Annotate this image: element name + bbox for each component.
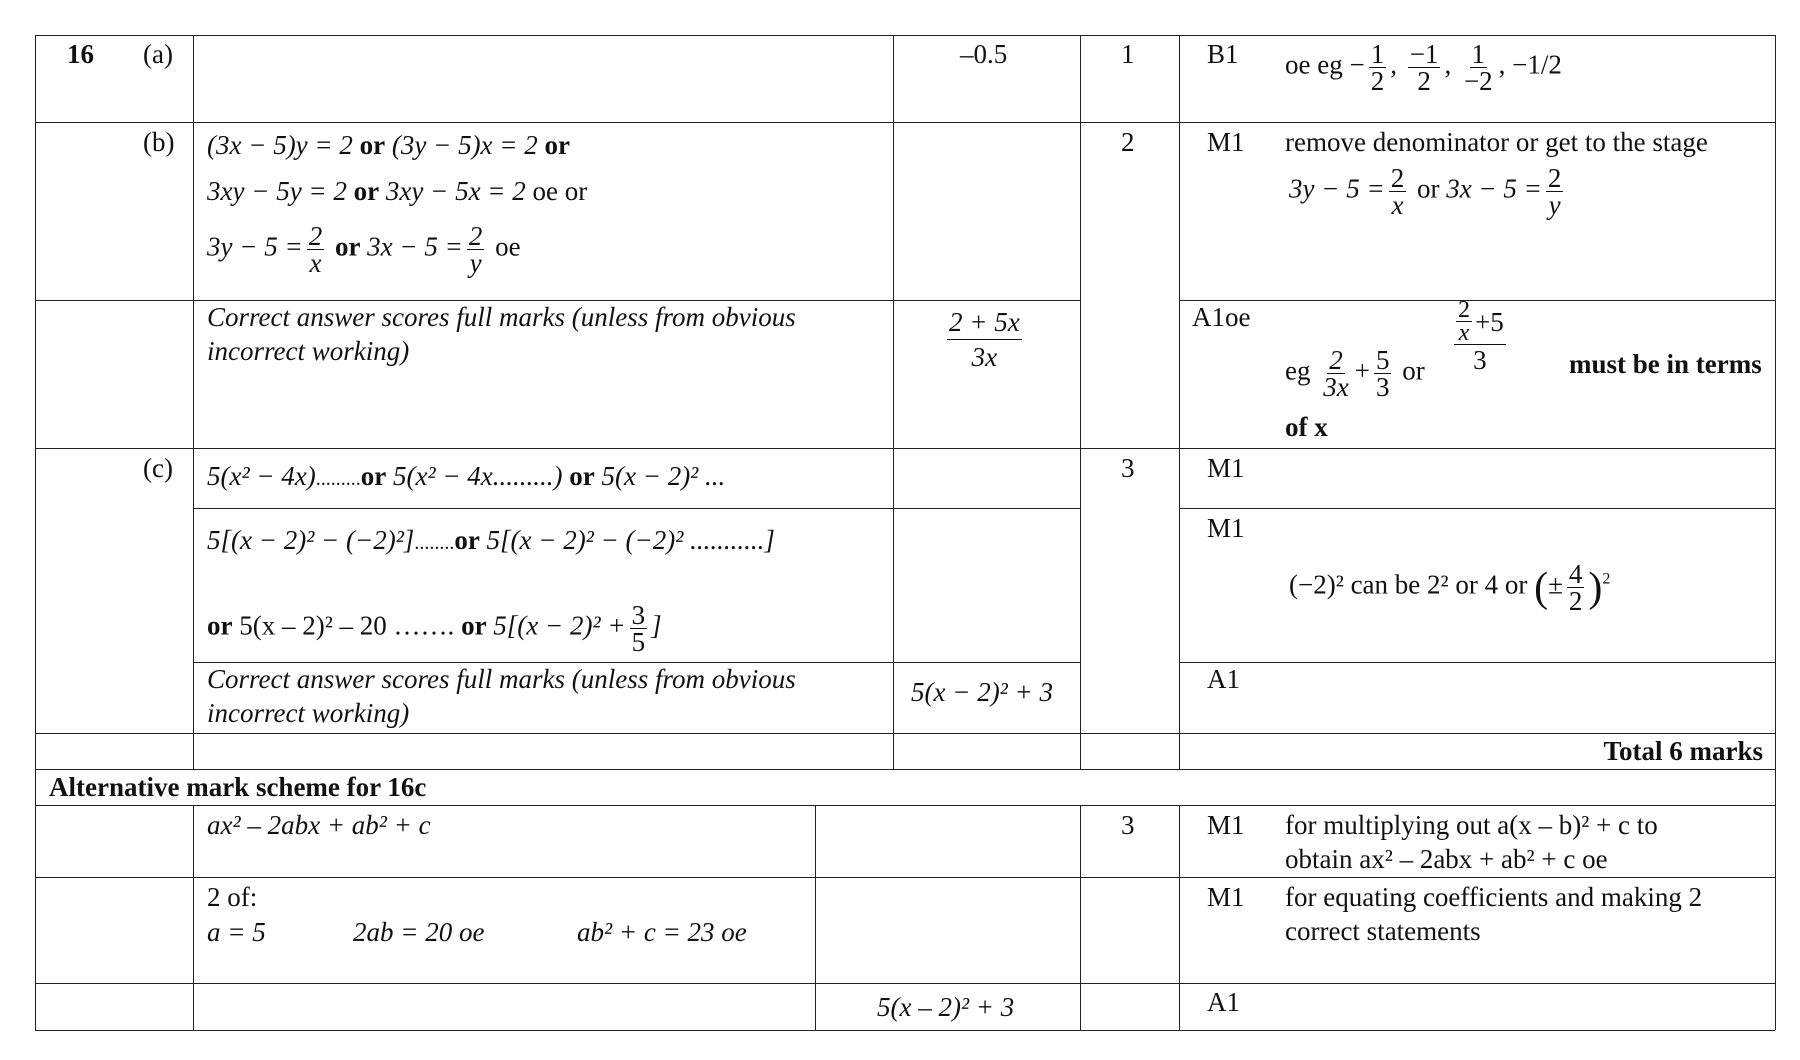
rule-right [1775, 35, 1776, 1030]
part-c-marks: 3 [1121, 453, 1135, 483]
rule-top [35, 35, 1775, 36]
part-c-m2-note: (−2)² can be 2² or 4 or (± $\frac{4}{2}$ )$^2$ [1289, 559, 1611, 616]
rule-col4 [1179, 35, 1180, 769]
alt-r3-answer: 5(x – 2)² + 3 [877, 992, 1015, 1022]
rule-c-m2 [193, 508, 1080, 509]
alt-r1-note-1: for multiplying out a(x – b)² + c to [1285, 810, 1658, 840]
note-fraction-3: $\frac{1}{-2}$ [1463, 39, 1493, 96]
part-b-working-line2: 3xy − 5y = 2 or 3xy − 5x = 2 oe or [207, 176, 588, 206]
rule-bottom [35, 1030, 1775, 1031]
part-b-final-working-2: incorrect working) [207, 336, 410, 366]
part-c-final-working-2: incorrect working) [207, 698, 410, 728]
rule-alt-col4 [1179, 805, 1180, 1030]
part-c-final-working-1: Correct answer scores full marks (unless from obvious [207, 664, 796, 694]
rule-c-m2-right [1179, 508, 1775, 509]
rule-a-b [35, 122, 1775, 123]
rule-col3 [1080, 35, 1081, 769]
part-c-m2-line2: or 5(x – 2)² – 20 ……. or 5[(x − 2)² + $\frac{3}{5}$ ] [207, 600, 662, 657]
part-b-working-line3: 3y − 5 = $\frac{2}{x}$ or 3x − 5 = $\frac{2}{y}$ oe [207, 221, 521, 278]
rule-alt-col1 [193, 805, 194, 1030]
alt-r2-note-2: correct statements [1285, 916, 1481, 946]
part-a-code: B1 [1207, 39, 1239, 69]
alt-r2-working-1: 2 of: [207, 882, 258, 912]
frac-2-over-y: $\frac{2}{y}$ [468, 221, 483, 278]
part-c-m2-code: M1 [1207, 513, 1245, 543]
terms-note-1: must be in terms [1569, 349, 1762, 379]
part-c-m2-line1: 5[(x − 2)² − (−2)²]........or 5[(x − 2)² − (−2)² ...........] [207, 525, 775, 555]
rule-c-total [35, 733, 1775, 734]
rule-alt-col3 [1080, 805, 1081, 1030]
part-b-note-line2: 3y − 5 = $\frac{2}{x}$ or 3x − 5 = $\frac{2}{y}$ [1289, 163, 1562, 220]
alt-r1-working: ax² – 2abx + ab² + c [207, 810, 431, 840]
alt-r2-note-1: for equating coefficients and making 2 [1285, 882, 1703, 912]
nested-fraction: $\frac{2}{x}$ +5 3 [1450, 299, 1510, 375]
part-a-label: (a) [143, 39, 173, 69]
rule-left [35, 35, 36, 1030]
part-b-note-line1: remove denominator or get to the stage [1285, 127, 1708, 157]
alt-r2-a: a = 5 [207, 917, 266, 947]
alt-r1-code: M1 [1207, 810, 1245, 840]
alt-r2-b: 2ab = 20 oe [353, 917, 485, 947]
rule-b-c [35, 448, 1775, 449]
part-a-note-prefix: oe eg [1285, 49, 1343, 80]
rule-alt-heading [35, 805, 1775, 806]
rule-m2-final-right [1179, 662, 1775, 663]
part-a-marks: 1 [1121, 39, 1135, 69]
part-b-label: (b) [143, 127, 175, 157]
part-a-answer: –0.5 [960, 39, 1008, 69]
mark-scheme-table [35, 35, 1775, 1030]
part-b-final-working-1: Correct answer scores full marks (unless from obvious [207, 302, 796, 332]
part-a-note: oe eg − $\frac{1}{2}$ , $\frac{-1}{2}$ , $\frac{1}{-2}$ , −1/2 [1285, 39, 1562, 96]
note-frac-2-over-y: $\frac{2}{y}$ [1547, 163, 1562, 220]
alt-r1-marks: 3 [1121, 810, 1135, 840]
note-fraction-1: $\frac{1}{2}$ [1370, 39, 1385, 96]
part-b-final-answer: $\frac{2 + 5x}{3x}$ [949, 307, 1020, 372]
part-c-code: M1 [1207, 453, 1245, 483]
question-number: 16 [67, 39, 94, 69]
part-c-final-answer: 5(x − 2)² + 3 [911, 677, 1054, 707]
part-b-code: M1 [1207, 127, 1245, 157]
rule-col2 [893, 35, 894, 769]
alt-heading: Alternative mark scheme for 16c [49, 772, 427, 802]
part-c-label: (c) [143, 453, 173, 483]
terms-note-2: of x [1285, 412, 1328, 442]
part-c-final-code: A1 [1207, 664, 1240, 694]
frac-2-over-x: $\frac{2}{x}$ [308, 221, 323, 278]
rule-alt-col2 [815, 805, 816, 1030]
rule-col1 [193, 35, 194, 769]
part-b-marks: 2 [1121, 127, 1135, 157]
alt-r2-c: ab² + c = 23 oe [577, 917, 747, 947]
alt-r2-code: M1 [1207, 882, 1245, 912]
part-c-working: 5(x² − 4x).........or 5(x² − 4x.........) or 5(x − 2)² ... [207, 461, 726, 491]
alt-r3-code: A1 [1207, 987, 1240, 1017]
note-frac-2-over-x: $\frac{2}{x}$ [1390, 163, 1405, 220]
rule-alt-r2 [35, 983, 1775, 984]
part-b-final-note: eg $\frac{2}{3x}$ + $\frac{5}{3}$ or [1285, 345, 1425, 402]
rule-alt-r1 [35, 877, 1775, 878]
alt-r1-note-2: obtain ax² – 2abx + ab² + c oe [1285, 844, 1608, 874]
part-a-note-suffix: , −1/2 [1498, 49, 1562, 80]
total-marks: Total 6 marks [1603, 736, 1763, 766]
part-b-final-code: A1oe [1192, 302, 1251, 332]
part-b-working-line1: (3x − 5)y = 2 or (3y − 5)x = 2 or [207, 130, 570, 160]
note-fraction-2: $\frac{-1}{2}$ [1409, 39, 1439, 96]
